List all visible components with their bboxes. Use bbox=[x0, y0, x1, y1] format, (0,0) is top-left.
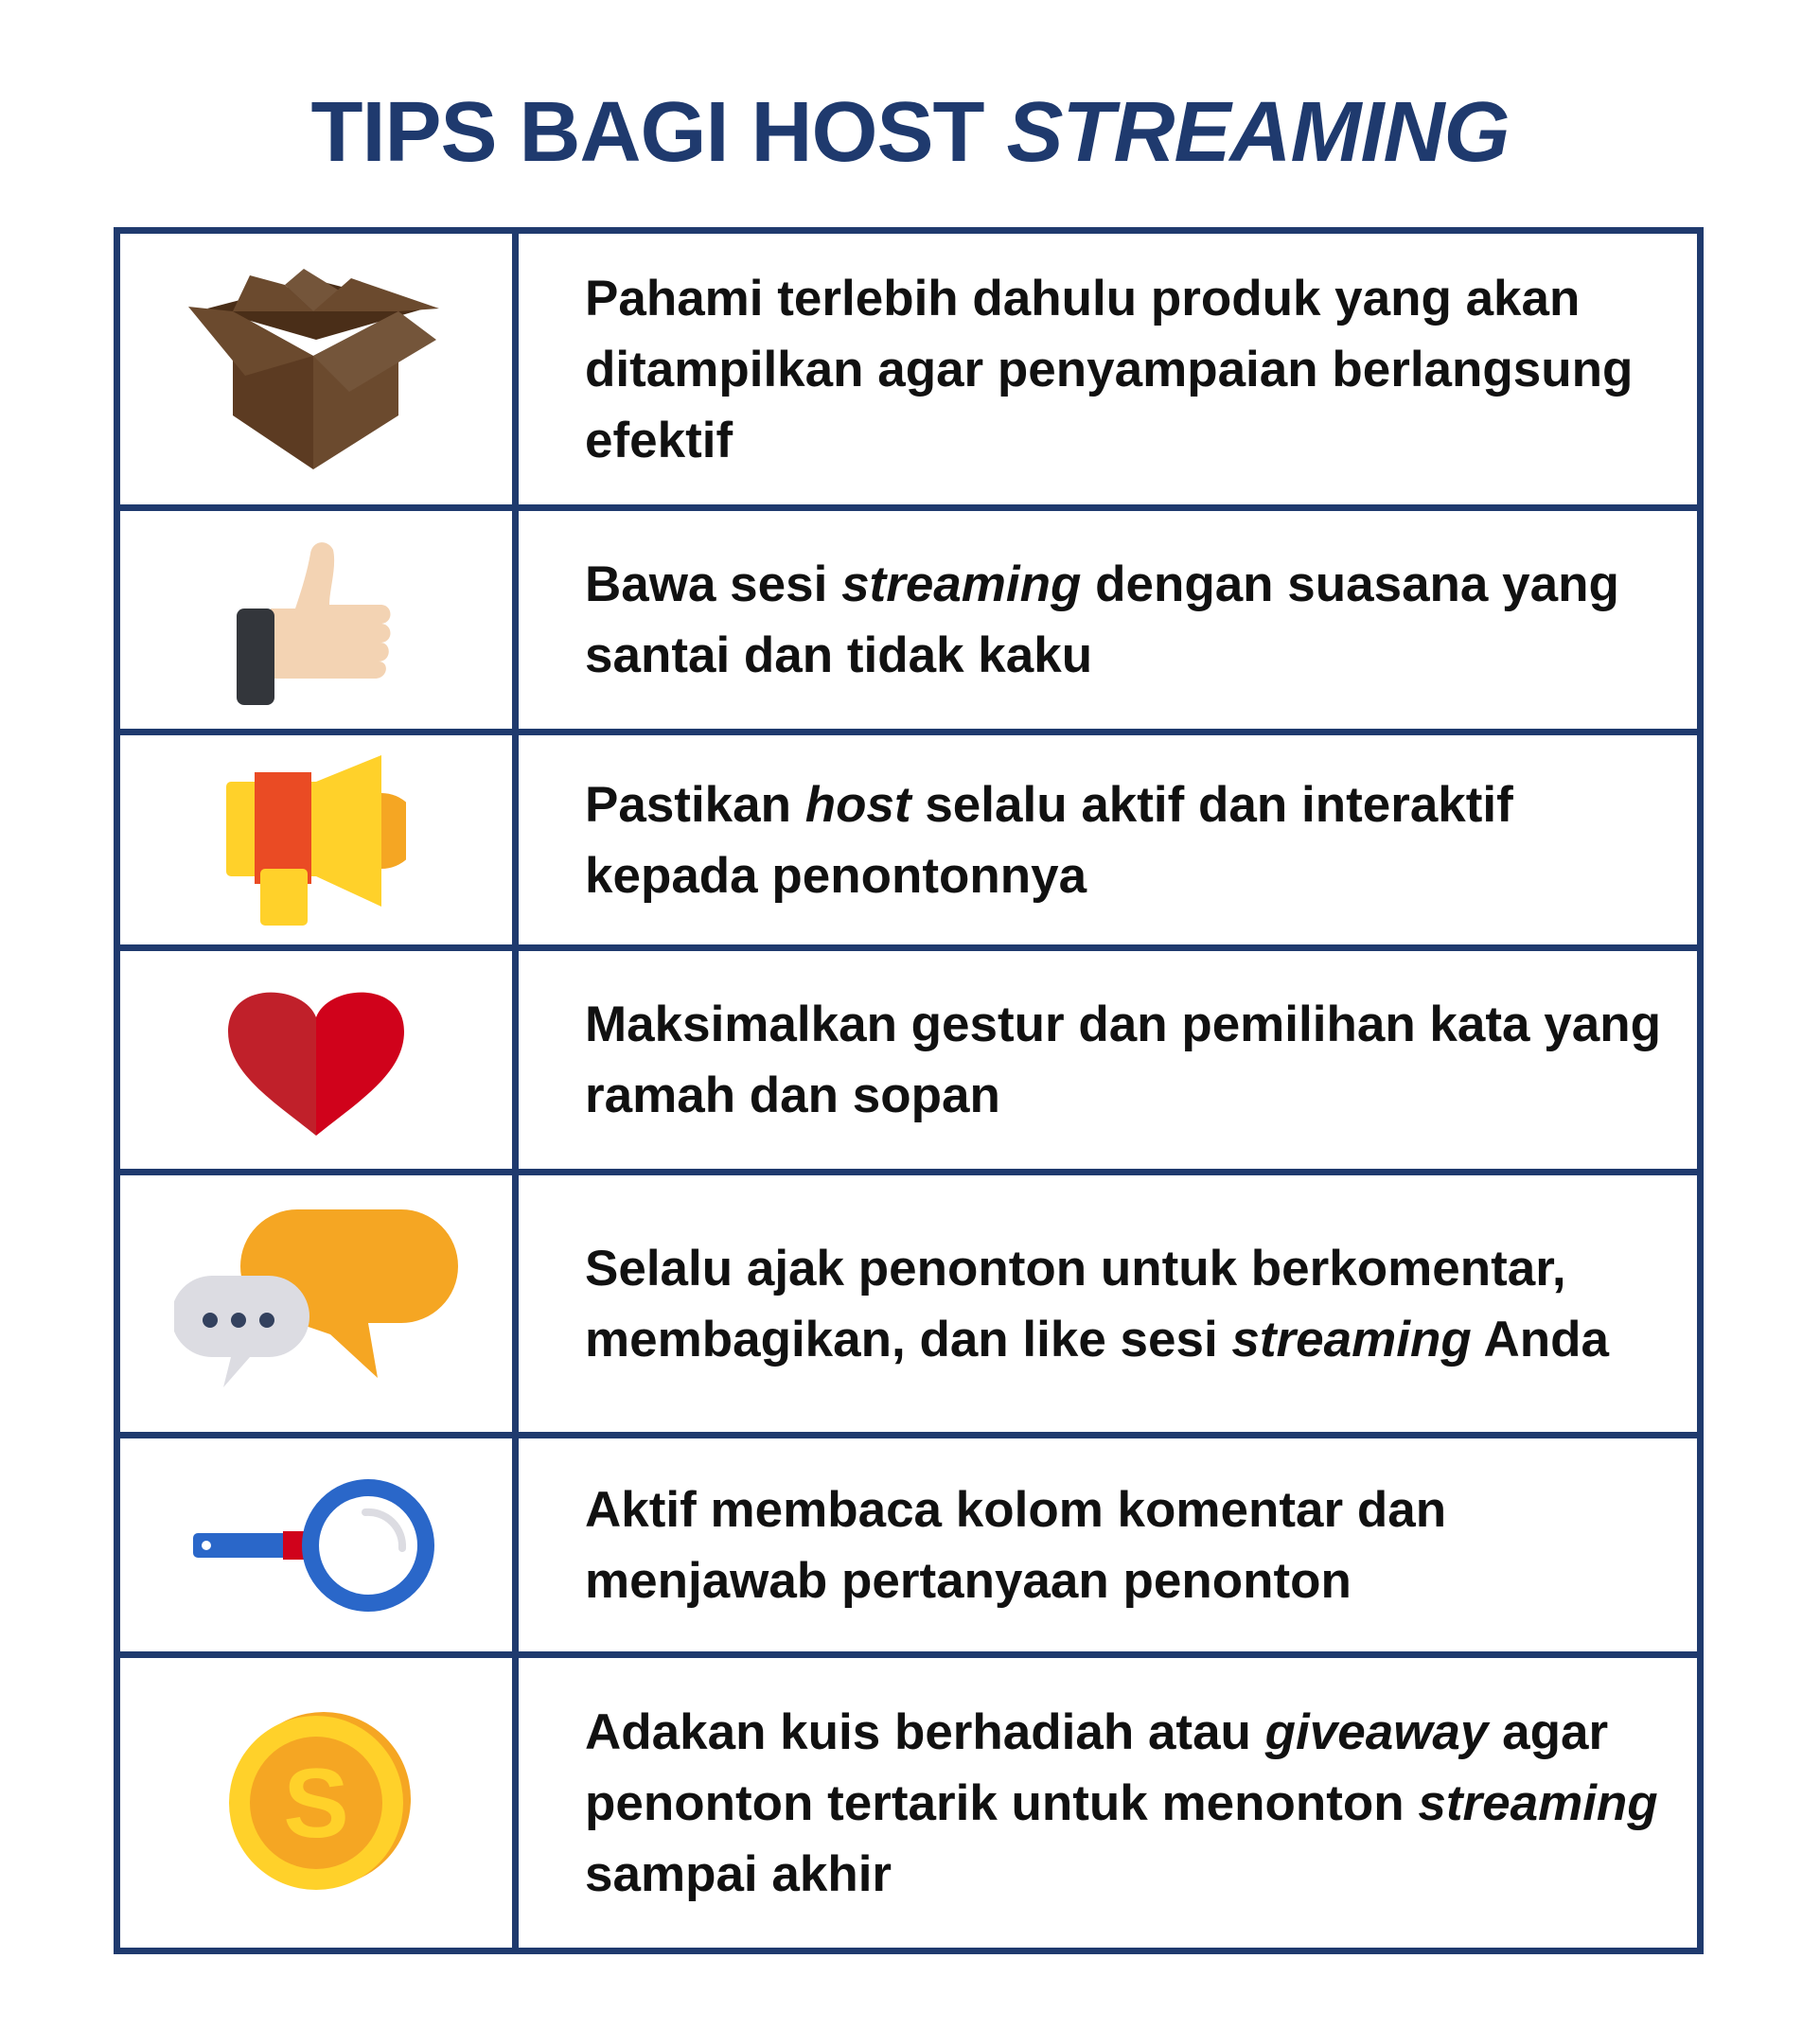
tip-text: Pastikan host selalu aktif dan interaktif kepada penontonnya bbox=[585, 776, 1513, 904]
coin-icon bbox=[221, 1708, 411, 1897]
thumbs-up-icon bbox=[231, 535, 401, 705]
icon-cell bbox=[120, 1175, 519, 1432]
tip-row-6 bbox=[120, 1438, 1697, 1658]
tip-text: Pahami terlebih dahulu produk yang akan ditampilkan agar penyampaian berlangsung efektif bbox=[585, 270, 1634, 468]
magnifier-icon bbox=[193, 1474, 439, 1616]
tip-text: Selalu ajak penonton untuk berkomentar, membagikan, dan like sesi streaming Anda bbox=[585, 1240, 1609, 1367]
icon-cell bbox=[120, 234, 519, 504]
coin-symbol: S bbox=[283, 1749, 349, 1859]
page-title bbox=[0, 85, 1820, 180]
icon-cell bbox=[120, 1438, 519, 1651]
tip-row-4 bbox=[120, 951, 1697, 1175]
icon-cell bbox=[120, 951, 519, 1169]
icon-cell bbox=[120, 735, 519, 944]
tip-text: Maksimalkan gestur dan pemilihan kata yang ramah dan sopan bbox=[585, 997, 1661, 1123]
heart-icon bbox=[228, 984, 404, 1136]
tip-text: Bawa sesi streaming dengan suasana yang santai dan tidak kaku bbox=[585, 556, 1619, 683]
tips-table bbox=[114, 227, 1704, 1954]
tip-row-2 bbox=[120, 511, 1697, 735]
tip-row-3 bbox=[120, 735, 1697, 951]
icon-cell bbox=[120, 511, 519, 729]
tip-row-7 bbox=[120, 1658, 1697, 1948]
tip-row-5 bbox=[120, 1175, 1697, 1438]
megaphone-icon bbox=[226, 755, 406, 926]
title-emphasis: STREAMING bbox=[1006, 85, 1510, 180]
tip-text: Aktif membaca kolom komentar dan menjawab pertanyaan penonton bbox=[585, 1481, 1447, 1609]
tip-text: Adakan kuis berhadiah atau giveaway agar penonton tertarik untuk menonton streaming sampai akhir bbox=[585, 1703, 1658, 1902]
icon-cell bbox=[120, 1658, 519, 1948]
tip-row-1 bbox=[120, 234, 1697, 511]
chat-bubbles-icon bbox=[174, 1209, 458, 1399]
box-icon bbox=[188, 269, 444, 469]
title-main: TIPS BAGI HOST bbox=[310, 85, 1007, 180]
